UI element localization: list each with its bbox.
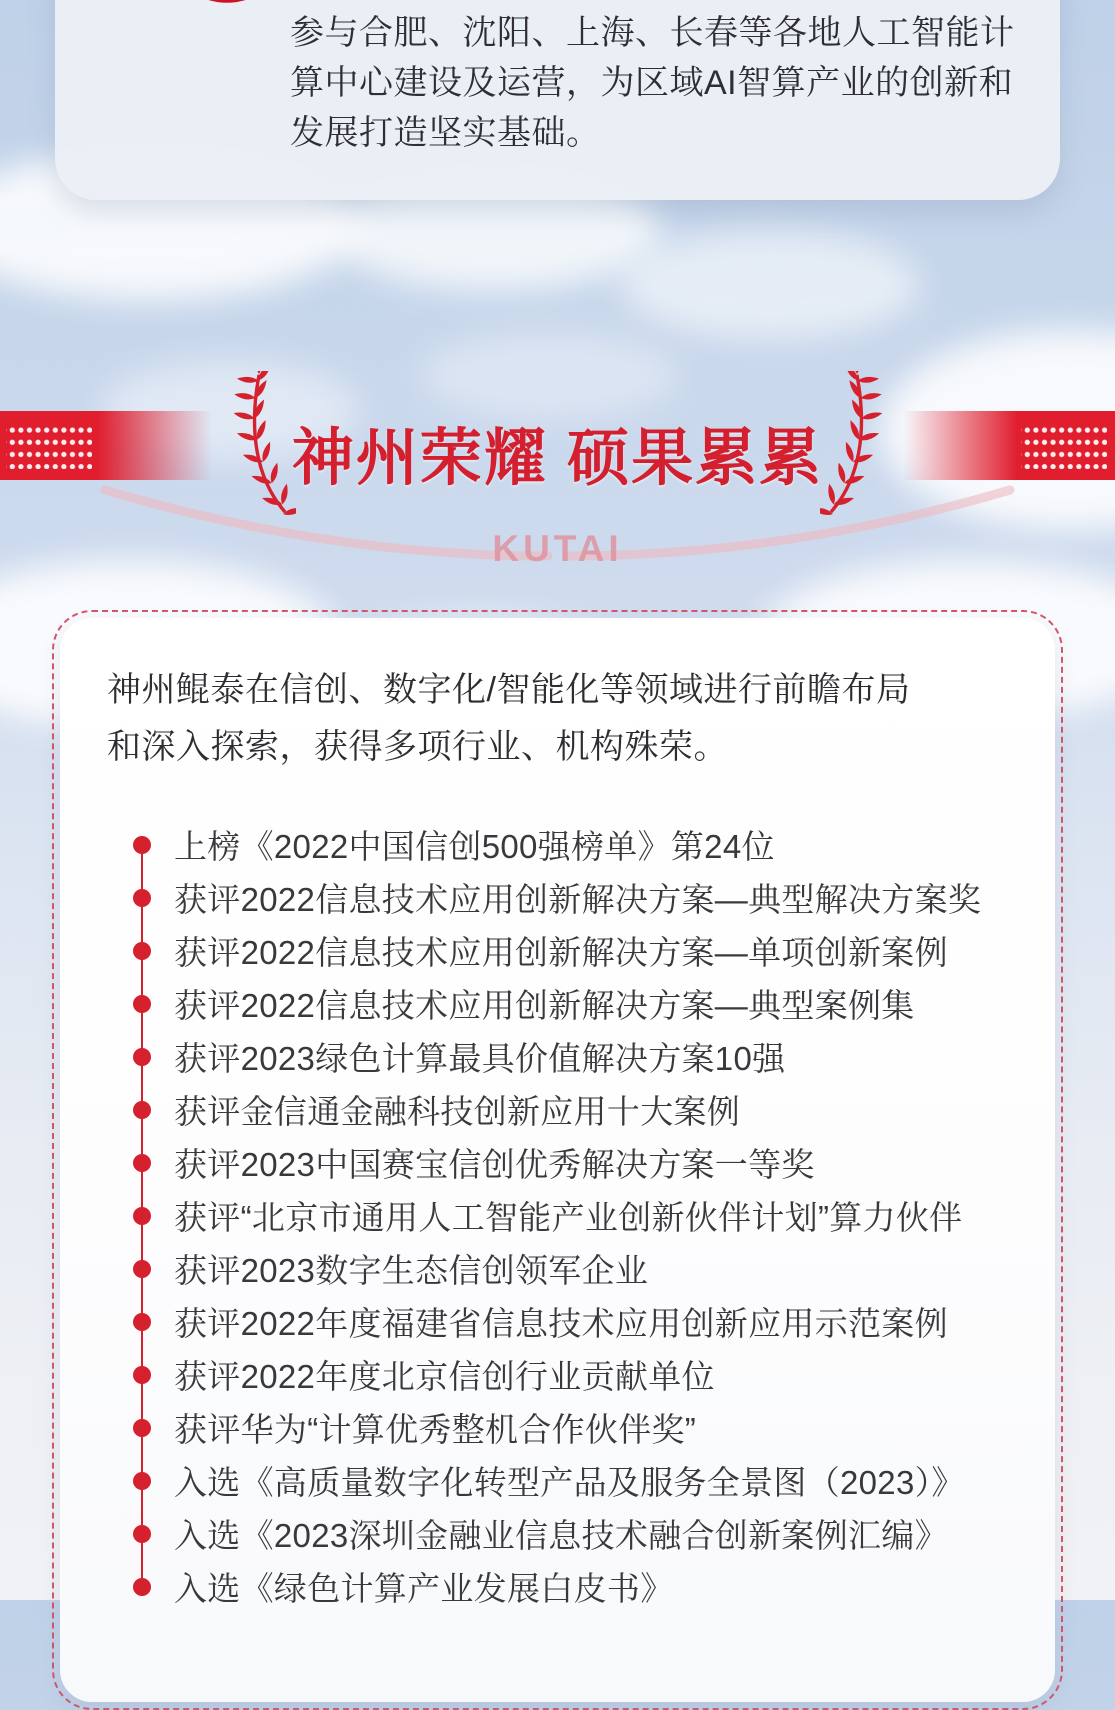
ai-brain-icon (160, 0, 294, 6)
bullet-dot-icon (133, 995, 151, 1013)
bullet-dot-icon (133, 889, 151, 907)
bullet-dot-icon (133, 1313, 151, 1331)
bullet-dot-icon (133, 1525, 151, 1543)
honor-list-item (60, 1348, 1055, 1401)
honor-list-item (60, 818, 1055, 871)
section-title: 神州荣耀 硕果累累 (291, 424, 824, 493)
honor-item-text: 获评2022年度北京信创行业贡献单位 (174, 1358, 715, 1395)
honor-list-item (60, 1030, 1055, 1083)
honor-list-item (60, 1136, 1055, 1189)
honors-card (52, 610, 1063, 1710)
ai-computing-card (55, 0, 1060, 200)
honor-list-item (60, 1560, 1055, 1613)
honor-list-item (60, 1295, 1055, 1348)
honor-list-item (60, 977, 1055, 1030)
bullet-dot-icon (133, 1101, 151, 1119)
honor-item-text: 获评2023中国赛宝信创优秀解决方案一等奖 (174, 1146, 815, 1183)
bullet-dot-icon (133, 1419, 151, 1437)
honor-item-text: 上榜《2022中国信创500强榜单》第24位 (174, 828, 775, 865)
honor-item-text: 获评2022信息技术应用创新解决方案—典型案例集 (174, 987, 915, 1024)
bullet-dot-icon (133, 1260, 151, 1278)
honors-card-inner (60, 618, 1055, 1702)
honor-list-item (60, 1083, 1055, 1136)
honor-list-item (60, 1454, 1055, 1507)
honor-list-item (60, 871, 1055, 924)
bullet-dot-icon (133, 836, 151, 854)
honor-list-item (60, 1242, 1055, 1295)
honor-item-text: 入选《2023深圳金融业信息技术融合创新案例汇编》 (174, 1517, 948, 1554)
bullet-dot-icon (133, 1048, 151, 1066)
honor-list-item (60, 1401, 1055, 1454)
honor-item-text: 入选《绿色计算产业发展白皮书》 (174, 1570, 674, 1607)
honors-intro-text: 神州鲲泰在信创、数字化/智能化等领域进行前瞻布局和深入探索，获得多项行业、机构殊荣。 (107, 671, 911, 766)
kuntai-logo-watermark: KUTAI (492, 528, 623, 569)
honor-item-text: 获评2023绿色计算最具价值解决方案10强 (174, 1040, 786, 1077)
honor-list-item (60, 1507, 1055, 1560)
honor-item-text: 获评2023数字生态信创领军企业 (174, 1252, 649, 1289)
bullet-dot-icon (133, 1472, 151, 1490)
honor-item-text: 获评华为“计算优秀整机合作伙伴奖” (174, 1411, 697, 1448)
bullet-dot-icon (133, 1578, 151, 1596)
honor-list-item (60, 924, 1055, 977)
honor-item-text: 获评金信通金融科技创新应用十大案例 (174, 1093, 741, 1130)
honor-item-text: 获评“北京市通用人工智能产业创新伙伴计划”算力伙伴 (174, 1199, 963, 1236)
ai-computing-text: 参与合肥、沈阳、上海、长春等各地人工智能计算中心建设及运营，为区域AI智算产业的创新和发展打造坚实基础。 (290, 14, 1015, 152)
honor-list-item (60, 1189, 1055, 1242)
cloud-decoration (420, 330, 680, 420)
honors-list (60, 818, 1055, 1613)
honor-item-text: 获评2022年度福建省信息技术应用创新应用示范案例 (174, 1305, 948, 1342)
honor-item-text: 入选《高质量数字化转型产品及服务全景图（2023）》 (174, 1464, 965, 1501)
cloud-decoration (620, 230, 920, 340)
bullet-dot-icon (133, 942, 151, 960)
bullet-dot-icon (133, 1154, 151, 1172)
honor-item-text: 获评2022信息技术应用创新解决方案—单项创新案例 (174, 934, 948, 971)
bullet-dot-icon (133, 1207, 151, 1225)
bullet-dot-icon (133, 1366, 151, 1384)
honor-item-text: 获评2022信息技术应用创新解决方案—典型解决方案奖 (174, 881, 982, 918)
